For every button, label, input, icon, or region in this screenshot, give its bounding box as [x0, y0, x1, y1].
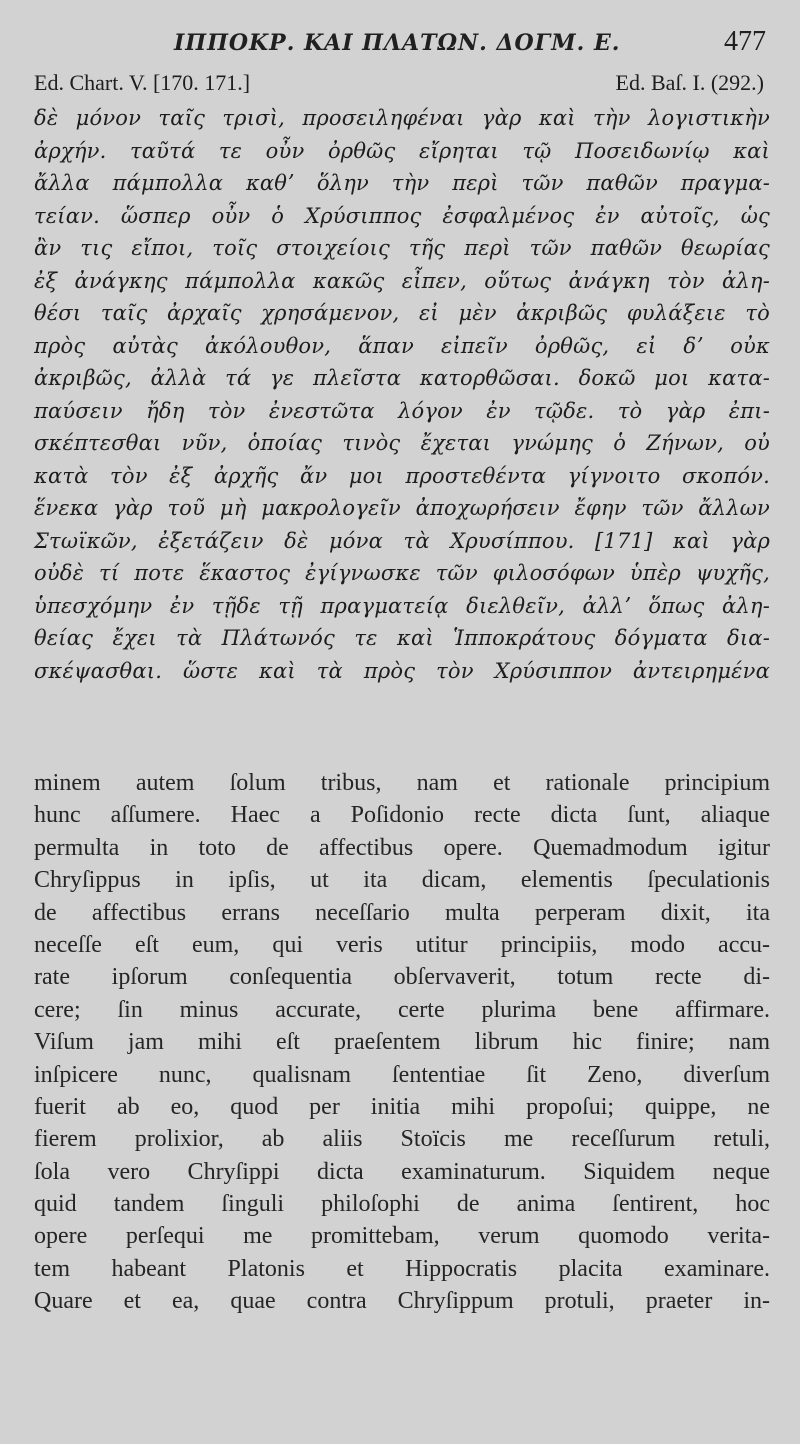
greek-text-line: ἀκριβῶς, ἀλλὰ τά γε πλεῖστα κατορθῶσαι. δοκῶ μοι κατα-	[34, 366, 770, 390]
latin-text-line: cere; ſin minus accurate, certe plurima bene affirmare.	[34, 996, 770, 1023]
edition-reference-right: Ed. Baſ. I. (292.)	[615, 70, 764, 95]
greek-text-line: ἀρχήν. ταῦτά τε οὖν ὀρθῶς εἴρηται τῷ Ποσειδωνίῳ καὶ	[34, 138, 770, 163]
latin-text-line: hunc aſſumere. Haec a Poſidonio recte dicta ſunt, aliaque	[34, 802, 770, 829]
running-title: ΙΠΠΟΚΡ. ΚΑΙ ΠΛΑΤΩΝ. ΔΟΓΜ. Ε.	[174, 30, 621, 56]
running-head	[34, 26, 770, 70]
latin-text-line: minem autem ſolum tribus, nam et rationale principium	[34, 770, 770, 796]
greek-text-line: παύσειν ἤδη τὸν ἐνεστῶτα λόγον ἐν τῷδε. τὸ γὰρ ἐπι-	[34, 398, 770, 423]
greek-text-line: θείας ἔχει τὰ Πλάτωνός τε καὶ Ἱπποκράτους δόγματα δια-	[34, 626, 770, 650]
latin-text-line: ſola vero Chryſippi dicta examinaturum. Siquidem neque	[34, 1158, 770, 1185]
latin-text-line: de affectibus errans neceſſario multa perperam dixit, ita	[34, 899, 770, 926]
latin-text-line: neceſſe eſt eum, qui veris utitur principiis, modo accu-	[34, 931, 770, 958]
greek-text-line: ἕνεκα γὰρ τοῦ μὴ μακρολογεῖν ἀποχωρήσειν ἔφην τῶν ἄλλων	[34, 496, 770, 520]
greek-text-line: ἄλλα πάμπολλα καθʼ ὅλην τὴν περὶ τῶν παθῶν πραγμα-	[34, 171, 770, 195]
greek-text-line: τείαν. ὥσπερ οὖν ὁ Χρύσιππος ἐσφαλμένος ἐν αὐτοῖς, ὡς	[34, 203, 770, 228]
greek-text-line: δὲ μόνον ταῖς τρισὶ, προσειληφέναι γὰρ καὶ τὴν λογιστικὴν	[34, 106, 770, 130]
latin-text-line: fuerit ab eo, quod per initia mihi propoſui; quippe, ne	[34, 1093, 770, 1120]
latin-text-line: Viſum jam mihi eſt praeſentem librum hic finire; nam	[34, 1029, 770, 1056]
edition-reference-left: Ed. Chart. V. [170. 171.]	[34, 70, 251, 95]
latin-text-line: tem habeant Platonis et Hippocratis placita examinare.	[34, 1255, 770, 1282]
edition-line	[34, 70, 770, 102]
section-gap	[34, 687, 770, 767]
latin-text-line: quid tandem ſinguli philoſophi de anima ſentirent, hoc	[34, 1191, 770, 1218]
greek-text-line: ἐξ ἀνάγκης πάμπολλα κακῶς εἶπεν, οὕτως ἀνάγκη τὸν ἀλη-	[34, 268, 770, 293]
latin-text-line: opere perſequi me promittebam, verum quomodo verita-	[34, 1223, 770, 1250]
latin-text-line: Quare et ea, quae contra Chryſippum protuli, praeter in-	[34, 1288, 770, 1315]
page-number: 477	[724, 26, 766, 57]
latin-text-line: rate ipſorum conſequentia obſervaverit, totum recte di-	[34, 964, 770, 991]
greek-text-line: ἂν τις εἴποι, τοῖς στοιχείοις τῆς περὶ τῶν παθῶν θεωρίας	[34, 236, 770, 260]
greek-text-line: πρὸς αὐτὰς ἀκόλουθον, ἅπαν εἰπεῖν ὀρθῶς, εἰ δʼ οὐκ	[34, 333, 770, 358]
latin-text-block	[34, 767, 770, 1318]
greek-text-line: οὐδὲ τί ποτε ἕκαστος ἐγίγνωσκε τῶν φιλοσόφων ὑπὲρ ψυχῆς,	[34, 561, 770, 585]
latin-text-line: Chryſippus in ipſis, ut ita dicam, elementis ſpeculationis	[34, 867, 770, 894]
greek-text-line: ὑπεσχόμην ἐν τῇδε τῇ πραγματείᾳ διελθεῖν, ἀλλʼ ὅπως ἀλη-	[34, 593, 770, 618]
latin-text-line: permulta in toto de affectibus opere. Quemadmodum igitur	[34, 834, 770, 861]
greek-text-line: σκέψασθαι. ὥστε καὶ τὰ πρὸς τὸν Χρύσιππον ἀντειρημένα	[34, 658, 770, 683]
greek-text-line: σκέπτεσθαι νῦν, ὁποίας τινὸς ἔχεται γνώμης ὁ Ζήνων, οὐ	[34, 431, 770, 455]
greek-text-line: κατὰ τὸν ἐξ ἀρχῆς ἄν μοι προστεθέντα γίγνοιτο σκοπόν.	[34, 463, 770, 488]
latin-text-line: fierem prolixior, ab aliis Stoïcis me receſſurum retuli,	[34, 1126, 770, 1153]
greek-text-line: Στωϊκῶν, ἐξετάζειν δὲ μόνα τὰ Χρυσίππου. [171] καὶ γὰρ	[34, 528, 770, 553]
greek-text-block	[34, 102, 770, 687]
latin-text-line: inſpicere nunc, qualisnam ſententiae ſit Zeno, diverſum	[34, 1061, 770, 1088]
greek-text-line: θέσι ταῖς ἀρχαῖς χρησάμενον, εἰ μὲν ἀκριβῶς φυλάξειε τὸ	[34, 301, 770, 325]
